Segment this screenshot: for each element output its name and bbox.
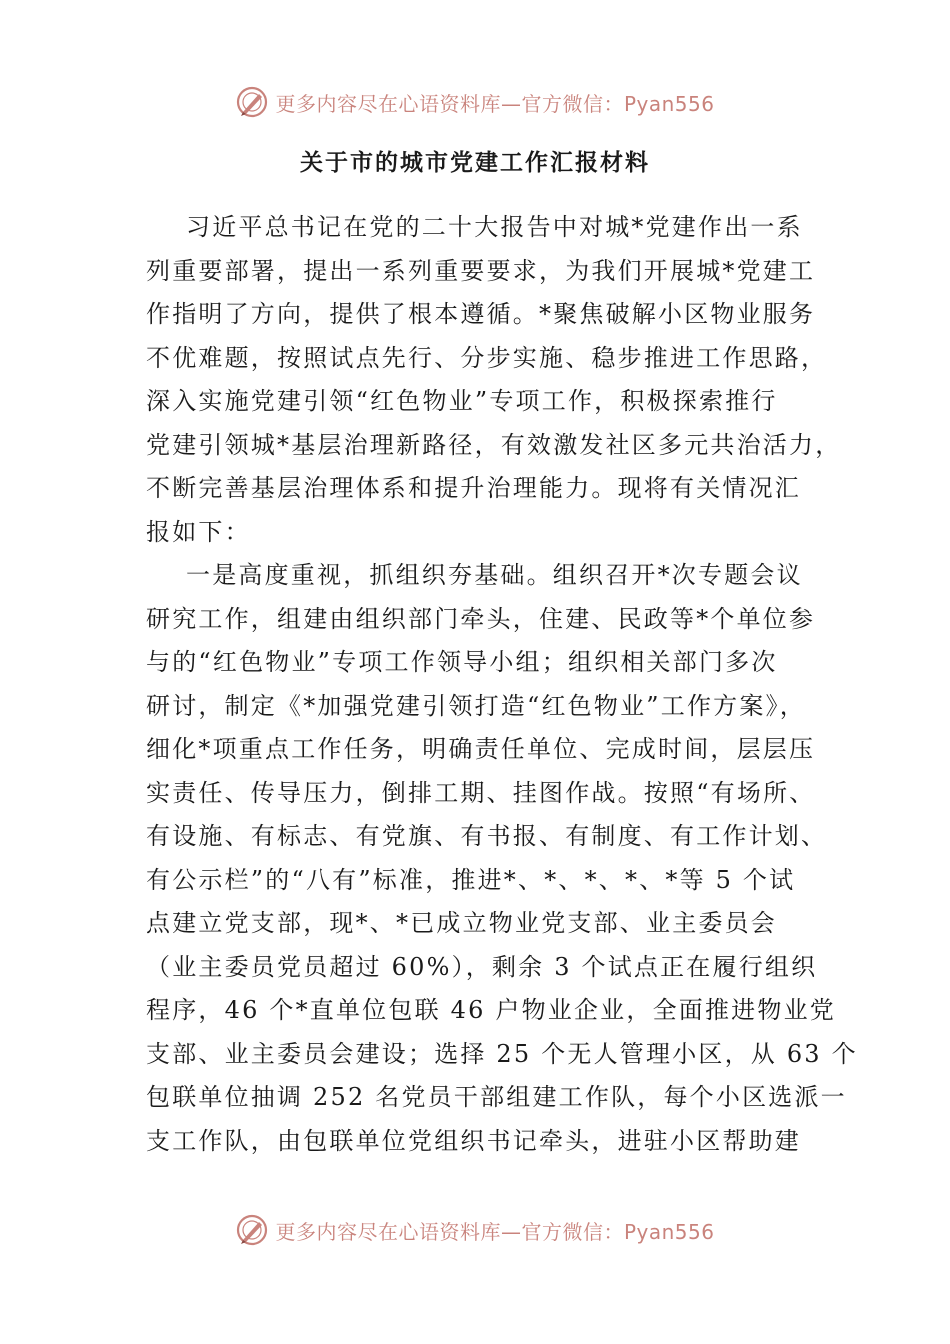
paragraph-line: 包联单位抽调 252 名党员干部组建工作队，每个小区选派一 <box>146 1083 847 1111</box>
paragraph-line: 列重要部署，提出一系列重要要求，为我们开展城*党建工 <box>146 256 816 285</box>
paragraph-line: 习近平总书记在党的二十大报告中对城*党建作出一系 <box>186 213 803 241</box>
paragraph-line: 支工作队，由包联单位党组织书记牵头，进驻小区帮助建 <box>146 1126 801 1155</box>
paragraph-line: 点建立党支部，现*、*已成立物业党支部、业主委员会 <box>146 909 777 937</box>
paragraph-line: 一是高度重视，抓组织夯基础。组织召开*次专题会议 <box>186 561 803 589</box>
paragraph-line: 报如下： <box>146 517 251 546</box>
pen-logo-icon <box>235 1213 269 1247</box>
document-body <box>146 206 858 1163</box>
paragraph-line: 不断完善基层治理体系和提升治理能力。现将有关情况汇 <box>146 474 801 502</box>
paragraph-line: 程序，46 个*直单位包联 46 户物业企业，全面推进物业党 <box>146 996 836 1024</box>
paragraph-line: 与的“红色物业”专项工作领导小组；组织相关部门多次 <box>146 648 778 676</box>
paragraph-line: 不优难题，按照试点先行、分步实施、稳步推进工作思路， <box>146 343 828 372</box>
paragraph-line: 深入实施党建引领“红色物业”专项工作，积极探索推行 <box>146 387 778 415</box>
paragraph-line: 有设施、有标志、有党旗、有书报、有制度、有工作计划、 <box>146 822 828 850</box>
watermark-footer <box>0 1210 950 1250</box>
paragraph-line: （业主委员党员超过 60%），剩余 3 个试点正在履行组织 <box>146 952 818 981</box>
paragraph-line: 细化*项重点工作任务，明确责任单位、完成时间，层层压 <box>146 735 816 763</box>
paragraph-line: 有公示栏”的“八有”标准，推进*、*、*、*、*等 5 个试 <box>146 865 796 894</box>
paragraph-line: 研讨，制定《*加强党建引领打造“红色物业”工作方案》， <box>146 691 806 720</box>
watermark-header <box>0 82 950 122</box>
paragraph-line: 实责任、传导压力，倒排工期、挂图作战。按照“有场所、 <box>146 778 816 807</box>
watermark-text: 更多内容尽在心语资料库—官方微信：Pyan556 <box>275 1219 715 1244</box>
watermark-text: 更多内容尽在心语资料库—官方微信：Pyan556 <box>275 91 715 116</box>
paragraph-line: 支部、业主委员会建设；选择 25 个无人管理小区，从 63 个 <box>146 1039 858 1068</box>
pen-logo-icon <box>235 85 269 119</box>
document-title: 关于市的城市党建工作汇报材料 <box>300 149 650 176</box>
paragraph-line: 研究工作，组建由组织部门牵头，住建、民政等*个单位参 <box>146 604 816 633</box>
paragraph-line: 作指明了方向，提供了根本遵循。*聚焦破解小区物业服务 <box>146 300 816 328</box>
paragraph-line: 党建引领城*基层治理新路径，有效激发社区多元共治活力， <box>146 430 842 459</box>
